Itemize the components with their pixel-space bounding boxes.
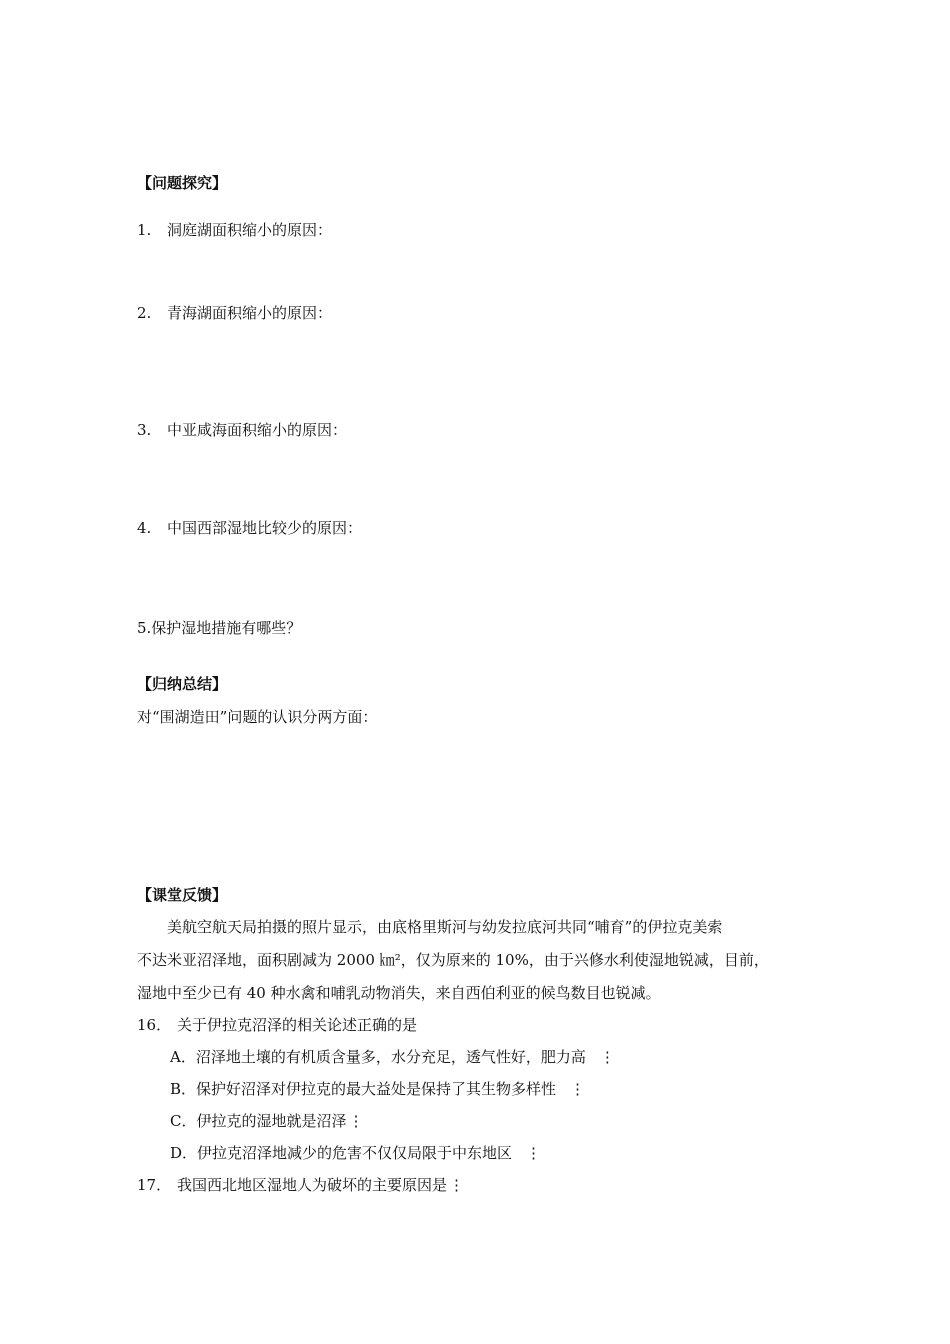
- section-heading-inquiry: 【问题探究】: [137, 174, 228, 192]
- option-a: [170, 1046, 615, 1067]
- passage-line: 不达米亚沼泽地，面积剧减为 2000 ㎞²，仅为原来的 10%，由于兴修水利使湿地锐减，目前，: [137, 951, 769, 969]
- ellipsis-mark: ⋮: [449, 1176, 465, 1194]
- question-text: 青海湖面积缩小的原因：: [167, 304, 333, 322]
- question-number: 2.: [137, 304, 152, 322]
- passage: [137, 911, 837, 1010]
- question-item-2: [137, 302, 332, 323]
- question-17: [137, 1174, 464, 1195]
- question-number: 3.: [137, 421, 152, 439]
- question-text: 中亚咸海面积缩小的原因：: [167, 421, 348, 439]
- option-text: B．保护好沼泽对伊拉克的最大益处是保持了其生物多样性: [170, 1080, 557, 1098]
- question-stem: 关于伊拉克沼泽的相关论述正确的是: [177, 1016, 418, 1034]
- question-number: 1.: [137, 221, 152, 239]
- question-16: [137, 1014, 417, 1035]
- question-item-5: 5.保护湿地措施有哪些？: [137, 619, 302, 637]
- section-heading-summary: 【归纳总结】: [137, 675, 228, 693]
- question-stem: 我国西北地区湿地人为破坏的主要原因是: [177, 1176, 448, 1194]
- question-item-4: [137, 517, 362, 538]
- section-heading-feedback: 【课堂反馈】: [137, 886, 228, 904]
- question-text: 洞庭湖面积缩小的原因：: [167, 221, 333, 239]
- option-text: C．伊拉克的湿地就是沼泽: [170, 1112, 347, 1130]
- option-d: [170, 1142, 541, 1163]
- passage-line: 湿地中至少已有 40 种水禽和哺乳动物消失，来自西伯利亚的候鸟数目也锐减。: [137, 984, 661, 1002]
- question-number: 17．: [137, 1176, 172, 1194]
- option-b: [170, 1078, 585, 1099]
- question-number: 4.: [137, 519, 152, 537]
- ellipsis-mark: ⋮: [570, 1080, 586, 1098]
- question-item-1: [137, 219, 332, 240]
- passage-line: 美航空航天局拍摄的照片显示，由底格里斯河与幼发拉底河共同“哺育”的伊拉克美索: [167, 918, 723, 936]
- summary-text: 对“围湖造田”问题的认识分两方面：: [137, 708, 378, 726]
- option-text: A．沼泽地土壤的有机质含量多，水分充足，透气性好，肥力高: [170, 1048, 586, 1066]
- ellipsis-mark: ⋮: [526, 1144, 542, 1162]
- option-c: [170, 1110, 363, 1131]
- option-text: D．伊拉克沼泽地减少的危害不仅仅局限于中东地区: [170, 1144, 513, 1162]
- question-text: 中国西部湿地比较少的原因：: [167, 519, 363, 537]
- ellipsis-mark: ⋮: [599, 1048, 615, 1066]
- question-number: 16．: [137, 1016, 172, 1034]
- question-item-3: [137, 419, 347, 440]
- ellipsis-mark: ⋮: [348, 1112, 364, 1130]
